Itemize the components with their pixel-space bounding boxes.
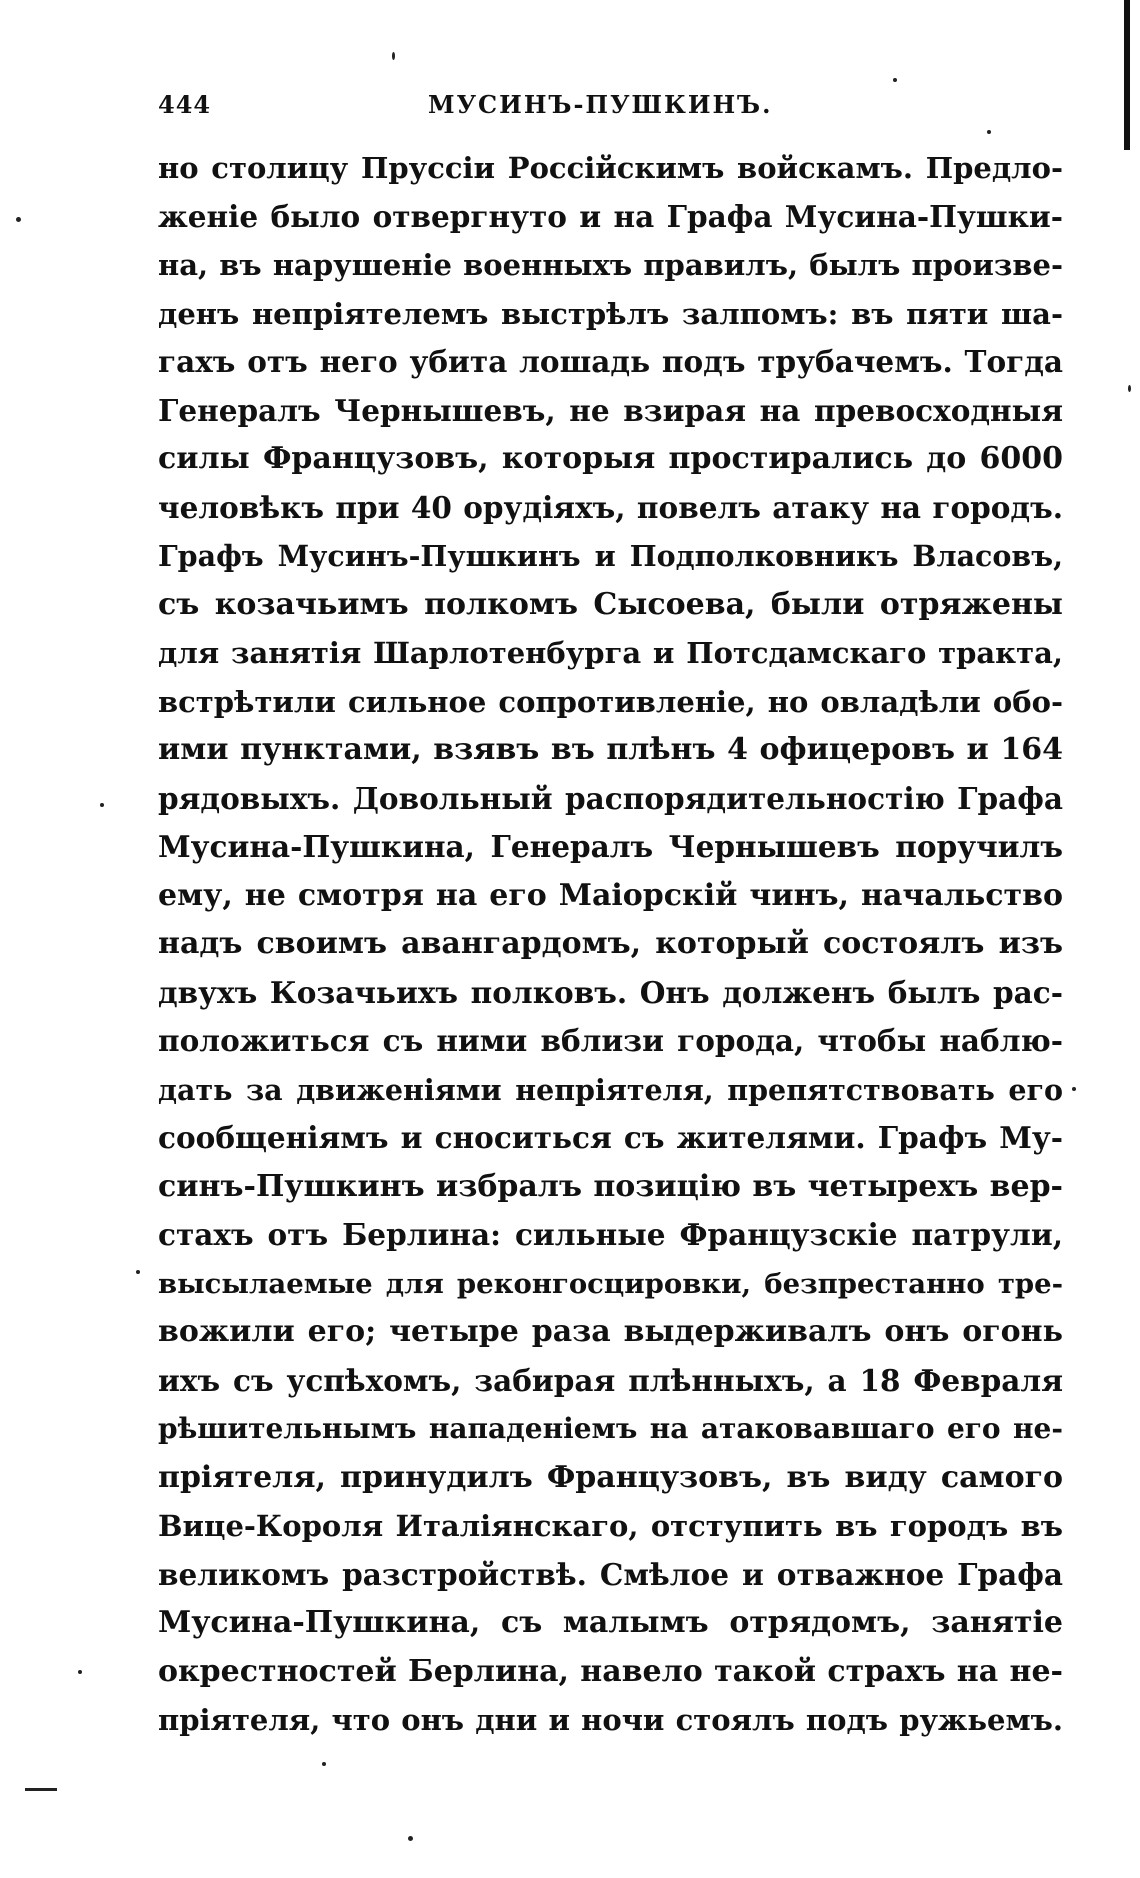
ink-speck: [1128, 385, 1131, 392]
text-line: дать за движеніями непріятеля, препятствовать его: [158, 1072, 1063, 1107]
text-line: но столицу Пруссіи Россійскимъ войскамъ. Предло-: [158, 151, 1063, 185]
body-text: [158, 144, 1063, 1745]
text-line: высылаемые для реконгосцировки, безпрестанно тре-: [158, 1267, 1063, 1300]
ink-speck: [987, 130, 991, 134]
text-line: рядовыхъ. Довольный распорядительностію Графа: [158, 780, 1063, 816]
text-line: гахъ отъ него убита лошадь подъ трубачемъ. Тогда: [158, 344, 1063, 379]
text-line: великомъ разстройствѣ. Смѣлое и отважное Графа: [158, 1556, 1063, 1592]
text-line: окрестностей Берлина, навело такой страхъ на не-: [158, 1653, 1063, 1689]
ink-speck: [16, 217, 21, 222]
text-line: женіе было отвергнуто и на Графа Мусина-Пушки-: [158, 198, 1063, 234]
text-line: двухъ Козачьихъ полковъ. Онъ долженъ былъ рас-: [158, 974, 1063, 1010]
ink-speck: [78, 1670, 82, 1674]
text-line: синъ-Пушкинъ избралъ позицію въ четырехъ вер-: [158, 1168, 1063, 1204]
ink-speck: [322, 1762, 326, 1766]
text-line: пріятеля, принудилъ Французовъ, въ виду самого: [158, 1459, 1063, 1495]
text-line: на, въ нарушеніе военныхъ правилъ, былъ произве-: [158, 248, 1063, 282]
text-line: стахъ отъ Берлина: сильные Французскіе патрули,: [158, 1217, 1063, 1252]
text-line: Мусина-Пушкина, Генералъ Чернышевъ поручилъ: [158, 829, 1063, 864]
text-line: ихъ съ успѣхомъ, забирая плѣнныхъ, а 18 Февраля: [158, 1362, 1063, 1398]
ink-speck: [136, 1270, 140, 1274]
text-line: сообщеніямъ и сноситься съ жителями. Графъ Му-: [158, 1120, 1063, 1155]
text-line: Вице-Короля Италіянскаго, отступить въ городъ въ: [158, 1509, 1063, 1543]
text-line: Мусина-Пушкина, съ малымъ отрядомъ, занятіе: [158, 1605, 1063, 1640]
page-number: 444: [158, 90, 212, 119]
text-line: надъ своимъ авангардомъ, который состоялъ изъ: [158, 926, 1063, 961]
margin-mark: [25, 1788, 57, 1791]
ink-speck: [1072, 1087, 1076, 1091]
page-edge-rule: [1124, 0, 1130, 150]
ink-speck: [100, 803, 104, 807]
text-line: встрѣтили сильное сопротивленіе, но овладѣли обо-: [158, 684, 1063, 719]
text-line: Генералъ Чернышевъ, не взирая на превосходныя: [158, 392, 1063, 428]
text-line: человѣкъ при 40 орудіяхъ, повелъ атаку на городъ.: [158, 489, 1063, 525]
text-line: денъ непріятелемъ выстрѣлъ залпомъ: въ пяти ша-: [158, 296, 1063, 331]
text-line: ими пунктами, взявъ въ плѣнъ 4 офицеровъ и 164: [158, 732, 1063, 767]
running-head: МУСИНЪ-ПУШКИНЪ.: [428, 90, 773, 119]
ink-speck: [408, 1836, 413, 1841]
text-line: вожили его; четыре раза выдерживалъ онъ огонь: [158, 1314, 1063, 1349]
text-line: ему, не смотря на его Маіорскій чинъ, начальство: [158, 877, 1063, 913]
text-line: положиться съ ними вблизи города, чтобы наблю-: [158, 1023, 1063, 1058]
text-line: съ козачьимъ полкомъ Сысоева, были отряжены: [158, 586, 1063, 622]
text-line: силы Французовъ, которыя простирались до 6000: [158, 441, 1063, 476]
ink-speck: [893, 78, 897, 82]
text-line: для занятія Шарлотенбурга и Потсдамскаго тракта,: [158, 636, 1063, 670]
page-header: [158, 90, 1068, 130]
text-line: пріятеля, что онъ дни и ночи стоялъ подъ ружьемъ.: [158, 1703, 1063, 1737]
text-line: рѣшительнымъ нападеніемъ на атаковавшаго его не-: [158, 1412, 1063, 1445]
text-line: Графъ Мусинъ-Пушкинъ и Подполковникъ Власовъ,: [158, 539, 1063, 573]
ink-speck: [392, 52, 395, 60]
